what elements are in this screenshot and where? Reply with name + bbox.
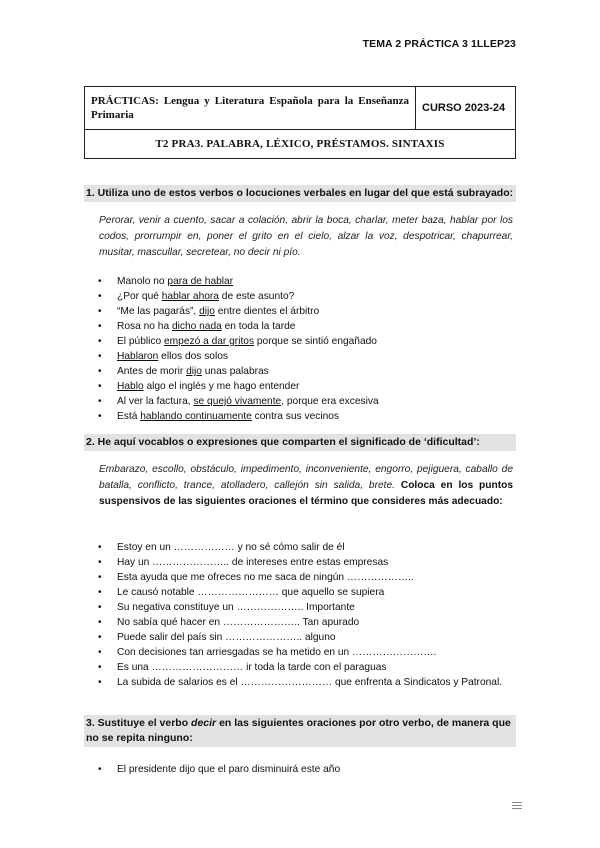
list-item xyxy=(84,334,516,349)
fill-in-sentence: La subida de salarios es el ……………………… que enfrenta a Sindicatos y Patronal. xyxy=(117,677,503,688)
fill-in-sentence: Puede salir del país sin ………………….. alguno xyxy=(117,632,336,643)
bullet-icon: • xyxy=(98,587,102,598)
bullet-icon: • xyxy=(98,662,102,673)
item-text-post: unas palabras xyxy=(201,366,269,377)
section1-heading: 1. Utiliza uno de estos verbos o locuciones verbales en lugar del que está subrayado: xyxy=(84,185,516,202)
list-item xyxy=(84,409,516,424)
bullet-icon: • xyxy=(98,321,102,332)
fill-in-sentence: Es una ……………………… ir toda la tarde con el paraguas xyxy=(117,662,387,673)
bullet-icon: • xyxy=(98,276,102,287)
underlined-phrase: dijo xyxy=(186,366,202,377)
bullet-icon: • xyxy=(98,396,102,407)
list-item xyxy=(84,630,516,645)
bullet-icon: • xyxy=(98,381,102,392)
item-text-post: algo el inglés y me hago entender xyxy=(143,381,300,392)
item-text-pre: Antes de morir xyxy=(117,366,187,377)
item-text-post: , porque era excesiva xyxy=(281,396,379,407)
underlined-phrase: Hablaron xyxy=(117,351,159,362)
bullet-icon: • xyxy=(98,336,102,347)
section2-instruction: Coloca en los puntos suspensivos de las siguientes oraciones el término que consideres más adecuado: xyxy=(99,480,513,507)
section2-list xyxy=(84,540,516,690)
list-item xyxy=(84,675,516,690)
list-item xyxy=(84,304,516,319)
practice-code: TEMA 2 PRÁCTICA 3 1LLEP23 xyxy=(362,38,516,50)
bullet-icon: • xyxy=(98,647,102,658)
item-text-pre: “Me las pagarás”, xyxy=(117,306,200,317)
list-item xyxy=(84,319,516,334)
bullet-icon: • xyxy=(98,632,102,643)
list-item xyxy=(84,615,516,630)
bullet-icon: • xyxy=(98,542,102,553)
fill-in-sentence: No sabía qué hacer en ………………….. Tan apurado xyxy=(117,617,360,628)
item-text-post: ellos dos solos xyxy=(158,351,228,362)
section1-list xyxy=(84,274,516,424)
item-text-post: contra sus vecinos xyxy=(251,411,340,422)
item-text-pre: Está xyxy=(117,411,141,422)
item-text-pre: Rosa no ha xyxy=(117,321,172,332)
list-item xyxy=(84,570,516,585)
item-text-post: entre dientes el árbitro xyxy=(214,306,320,317)
bullet-icon: • xyxy=(98,291,102,302)
list-item xyxy=(84,394,516,409)
course-title: PRÁCTICAS: Lengua y Literatura Española para la Enseñanza Primaria xyxy=(85,87,416,130)
list-item xyxy=(84,540,516,555)
section2-text xyxy=(99,462,513,510)
sentence: El presidente dijo que el paro disminuirá este año xyxy=(117,764,341,775)
bullet-icon: • xyxy=(98,617,102,628)
course-year: CURSO 2023-24 xyxy=(416,87,516,130)
list-item xyxy=(84,660,516,675)
section3-heading-verb: decir xyxy=(191,717,217,729)
item-text-post: en toda la tarde xyxy=(221,321,296,332)
fill-in-sentence: Hay un ………………….. de intereses entre estas empresas xyxy=(117,557,389,568)
section2-heading: 2. He aquí vocablos o expresiones que comparten el significado de ‘dificultad’: xyxy=(84,434,516,451)
section2-options: Embarazo, escollo, obstáculo, impedimento, inconveniente, engorro, pejiguera, caballo de batalla, conflicto, trance, atolladero, callejón sin salida, brete. xyxy=(99,464,513,491)
bullet-icon: • xyxy=(98,602,102,613)
section3-heading xyxy=(84,715,516,747)
underlined-phrase: dicho nada xyxy=(171,321,222,332)
item-text-pre: Al ver la factura, xyxy=(117,396,194,407)
underlined-phrase: Hablo xyxy=(117,381,144,392)
topic-title: T2 PRA3. PALABRA, LÉXICO, PRÉSTAMOS. SINTAXIS xyxy=(85,130,516,159)
item-text-pre: ¿Por qué xyxy=(117,291,162,302)
item-text-pre: El público xyxy=(117,336,165,347)
list-item xyxy=(84,349,516,364)
section3-heading-pre: 3. Sustituye el verbo xyxy=(86,717,192,729)
list-item xyxy=(84,762,516,777)
list-item xyxy=(84,289,516,304)
item-text-pre: Manolo no xyxy=(117,276,168,287)
fill-in-sentence: Estoy en un ……………… y no sé cómo salir de él xyxy=(117,542,345,553)
list-item xyxy=(84,585,516,600)
document-lines-icon xyxy=(512,802,522,814)
list-item xyxy=(84,379,516,394)
course-info-table xyxy=(84,86,516,159)
list-item xyxy=(84,600,516,615)
underlined-phrase: hablando continuamente xyxy=(140,411,252,422)
bullet-icon: • xyxy=(98,366,102,377)
underlined-phrase: dijo xyxy=(199,306,215,317)
bullet-icon: • xyxy=(98,411,102,422)
section1-options: Perorar, venir a cuento, sacar a colación, abrir la boca, charlar, meter baza, hablar por los codos, prorrumpir en, poner el grito en el cielo, alzar la voz, despotricar, chapurrear, musitar, mascullar, secretear, no decir ni pío. xyxy=(99,215,513,258)
bullet-icon: • xyxy=(98,677,102,688)
section3-list xyxy=(84,762,516,777)
fill-in-sentence: Su negativa constituye un ……………….. Importante xyxy=(117,602,355,613)
fill-in-sentence: Con decisiones tan arriesgadas se ha metido en un ……………………. xyxy=(117,647,437,658)
underlined-phrase: se quejó vivamente xyxy=(193,396,282,407)
fill-in-sentence: Le causó notable …………………… que aquello se supiera xyxy=(117,587,385,598)
list-item xyxy=(84,274,516,289)
bullet-icon: • xyxy=(98,572,102,583)
underlined-phrase: para de hablar xyxy=(167,276,234,287)
bullet-icon: • xyxy=(98,557,102,568)
list-item xyxy=(84,364,516,379)
fill-in-sentence: Esta ayuda que me ofreces no me saca de ningún ……………….. xyxy=(117,572,414,583)
bullet-icon: • xyxy=(98,764,102,775)
list-item xyxy=(84,555,516,570)
bullet-icon: • xyxy=(98,306,102,317)
underlined-phrase: empezó a dar gritos xyxy=(164,336,255,347)
underlined-phrase: hablar ahora xyxy=(161,291,219,302)
item-text-post: porque se sintió engañado xyxy=(254,336,377,347)
bullet-icon: • xyxy=(98,351,102,362)
item-text-post: de este asunto? xyxy=(218,291,295,302)
list-item xyxy=(84,645,516,660)
section3-heading-post: en las siguientes oraciones por otro verbo, de manera que no se repita ninguno: xyxy=(86,717,511,744)
